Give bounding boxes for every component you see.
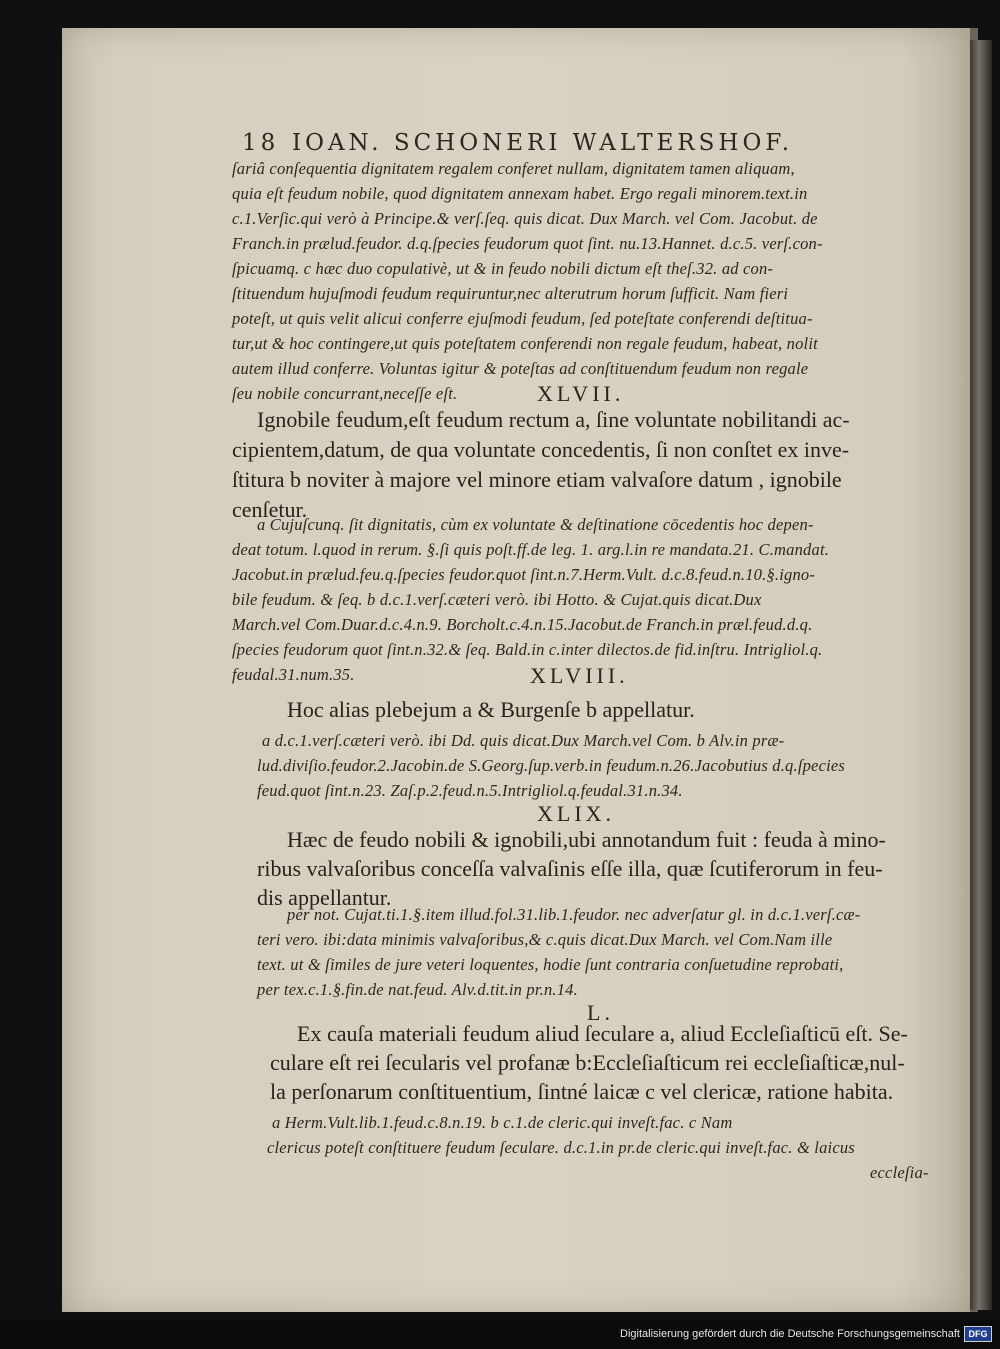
- note-line: a Cujuſcunq. ſit dignitatis, cùm ex voluntate & deſtinatione cōcedentis hoc depen-: [257, 515, 814, 534]
- body-line: Hoc alias plebejum a & Burgenſe b appellatur.: [287, 697, 695, 722]
- note-line: c.1.Verſic.qui verò à Principe.& verſ.ſeq. quis dicat. Dux March. vel Com. Jacobut. de: [232, 209, 818, 228]
- body-line: culare eſt rei ſecularis vel profanæ b:Eccleſiaſticum rei eccleſiaſticæ,nul-: [270, 1050, 905, 1075]
- section-heading: XLVII.: [537, 381, 625, 406]
- note-line: ſariâ conſequentia dignitatem regalem conferet nullam, dignitatem tamen aliquam,: [232, 159, 795, 178]
- book-gutter: [970, 40, 992, 1310]
- body-line: cipientem,datum, de qua voluntate concedentis, ſi non conſtet ex inve-: [232, 437, 850, 462]
- note-line: clericus poteſt conſtituere feudum ſeculare. d.c.1.in pr.de cleric.qui inveſt.fac. & laicus: [267, 1138, 855, 1157]
- note-line: text. ut & ſimiles de jure veteri loquentes, hodie ſunt contraria conſuetudine reprobati,: [257, 955, 844, 974]
- note-line: ſeu nobile concurrant,neceſſe eſt.: [232, 384, 458, 403]
- section-heading: XLVIII.: [530, 663, 629, 688]
- note-line: eccleſia-: [870, 1163, 929, 1182]
- body-line: dis appellantur.: [257, 885, 392, 910]
- note-line: teri vero. ibi:data minimis valvaſoribus,& c.quis dicat.Dux March. vel Com.Nam ille: [257, 930, 833, 949]
- note-line: ſtituendum hujuſmodi feudum requiruntur,nec alterutrum horum ſufficit. Nam fieri: [232, 284, 789, 303]
- note-line: a d.c.1.verſ.cæteri verò. ibi Dd. quis dicat.Dux March.vel Com. b Alv.in præ-: [262, 731, 785, 750]
- body-line: Ex cauſa materiali feudum aliud ſeculare a, aliud Eccleſiaſticū eſt. Se-: [297, 1021, 908, 1046]
- section-heading: XLIX.: [537, 801, 616, 826]
- body-line: ribus valvaſoribus conceſſa valvaſinis eſſe illa, quæ ſcutiferorum in feu-: [257, 856, 883, 881]
- note-line: poteſt, ut quis velit alicui conferre ejuſmodi feudum, ſed poteſtate conferendi deſtitua-: [232, 309, 813, 328]
- note-line: Franch.in prælud.feudor. d.q.ſpecies feudorum quot ſint. nu.13.Hannet. d.c.5. verſ.con-: [232, 234, 823, 253]
- body-line: ſtitura b noviter à majore vel minore etiam valvaſore datum , ignobile: [232, 467, 842, 492]
- note-line: Jacobut.in prælud.feu.q.ſpecies feudor.quot ſint.n.7.Herm.Vult. d.c.8.feud.n.10.§.igno-: [232, 565, 816, 584]
- body-line: la perſonarum conſtituentium, ſintné laicæ c vel clericæ, ratione habita.: [270, 1079, 894, 1104]
- note-line: per not. Cujat.ti.1.§.item illud.fol.31.lib.1.feudor. nec adverſatur gl. in d.c.1.verſ.cæ-: [287, 905, 861, 924]
- note-line: bile feudum. & ſeq. b d.c.1.verſ.cæteri verò. ibi Hotto. & Cujat.quis dicat.Dux: [232, 590, 762, 609]
- note-line: quia eſt feudum nobile, quod dignitatem annexam habet. Ergo regali minorem.text.in: [232, 184, 808, 203]
- note-line: tur,ut & hoc contingere,ut quis poteſtatem conferendi non regale feudum, habeat, nolit: [232, 334, 818, 353]
- body-line: Hæc de feudo nobili & ignobili,ubi annotandum fuit : feuda à mino-: [287, 827, 886, 852]
- running-head-title: IOAN. SCHONERI WALTERSHOF.: [292, 130, 794, 156]
- book-page: [62, 28, 978, 1312]
- dfg-logo-icon: DFG: [964, 1326, 992, 1342]
- note-line: ſpecies feudorum quot ſint.n.32.& ſeq. Bald.in c.inter dilectos.de fid.inſtru. Intrigliol.q.: [232, 640, 823, 659]
- note-line: feud.quot ſint.n.23. Zaſ.p.2.feud.n.5.Intrigliol.q.feudal.31.n.34.: [257, 781, 683, 800]
- note-line: autem illud conferre. Voluntas igitur & poteſtas ad conſtituendum feudum non regale: [232, 359, 809, 378]
- note-line: lud.diviſio.feudor.2.Jacobin.de S.Georg.ſup.verb.in feudum.n.26.Jacobutius d.q.ſpecies: [257, 756, 846, 775]
- note-line: feudal.31.num.35.: [232, 665, 355, 684]
- note-line: per tex.c.1.§.fin.de nat.feud. Alv.d.tit.in pr.n.14.: [257, 980, 578, 999]
- body-line: Ignobile feudum,eſt feudum rectum a, ſine voluntate nobilitandi ac-: [257, 407, 850, 432]
- note-line: ſpicuamq. c hæc duo copulativè, ut & in feudo nobili dictum eſt theſ.32. ad con-: [232, 259, 774, 278]
- note-line: March.vel Com.Duar.d.c.4.n.9. Borcholt.c.4.n.15.Jacobut.de Franch.in præl.feud.d.q.: [232, 615, 813, 634]
- page-number: 18: [242, 130, 280, 156]
- footer-bar: [0, 1320, 1000, 1349]
- body-line: cenſetur.: [232, 497, 308, 522]
- section-heading: L.: [587, 1000, 614, 1025]
- footer-credit: Digitalisierung gefördert durch die Deutsche Forschungsgemeinschaft: [620, 1328, 960, 1340]
- note-line: a Herm.Vult.lib.1.feud.c.8.n.19. b c.1.de cleric.qui inveſt.fac. c Nam: [272, 1113, 733, 1132]
- note-line: deat totum. l.quod in rerum. §.ſi quis poſt.ff.de leg. 1. arg.l.in re mandata.21. C.mandat.: [232, 540, 830, 559]
